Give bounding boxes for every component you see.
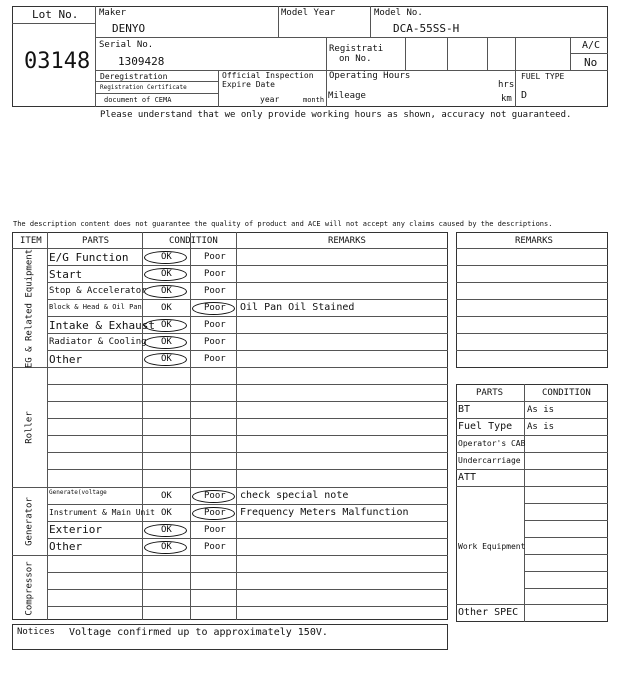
eg-part-0: E/G Function [49,251,129,264]
eg-part-5: Radiator & Cooling [49,337,147,347]
right-part-0: BT [458,404,471,415]
section-roller-label: Roller [24,411,35,444]
poor-label: Poor [204,491,226,501]
section-eg-label: EG & Related Equipment [24,248,35,369]
eg-part-2: Stop & Accelerator [49,286,147,296]
section-compressor-label: Compressor [24,561,35,616]
ok-label: OK [161,320,172,330]
col-condition-header: CONDITION [169,236,218,246]
poor-label: Poor [204,320,226,330]
fuel-type-label: FUEL TYPE [521,72,565,81]
eg-part-6: Other [49,353,83,366]
right-part-4: ATT [458,472,477,483]
gen-remark-1: Frequency Meters Malfunction [240,507,409,518]
maker-label: Maker [99,8,127,18]
right-condition-0: As is [527,405,555,415]
gen-part-2: Exterior [49,523,102,536]
eg-part-3: Block & Head & Oil Pan [49,303,142,311]
accuracy-note: Please understand that we only provide working hours as shown, accuracy not guaranteed. [100,110,572,120]
ok-label: OK [161,508,172,518]
lot-label: Lot No. [32,8,79,21]
poor-label: Poor [204,252,226,262]
eg-part-1: Start [49,268,83,281]
right-parts-header: PARTS [476,388,504,398]
ok-label: OK [161,303,172,313]
hrs-label: hrs [498,80,515,90]
right-condition-header: CONDITION [542,388,591,398]
operating-hours-label: Operating Hours [329,71,411,81]
deregistration-label: Deregistration [100,72,168,81]
ac-value: No [584,56,598,69]
serial-value: 1309428 [118,55,165,68]
other-spec-label: Other SPEC [458,607,519,618]
notices-label: Notices [17,627,55,637]
model-no-value: DCA-55SS-H [393,22,460,35]
registration-label-1: Registrati [329,44,384,54]
notices-text: Voltage confirmed up to approximately 150V. [69,627,328,638]
lot-number: 03148 [24,49,91,74]
year-label: year [260,95,280,104]
ok-label: OK [161,337,172,347]
ok-label: OK [161,354,172,364]
maker-value: DENYO [112,22,146,35]
gen-remark-0: check special note [240,490,349,501]
gen-part-1: Instrument & Main Unit [49,508,155,517]
mileage-label: Mileage [328,91,366,101]
ok-label: OK [161,491,172,501]
ok-label: OK [161,269,172,279]
model-no-label: Model No. [374,8,423,18]
model-year-label: Model Year [281,8,336,18]
poor-label: Poor [204,286,226,296]
ac-label: A/C [582,40,601,51]
fuel-type-value: D [521,90,528,101]
right-remarks-header: REMARKS [515,236,553,246]
serial-label: Serial No. [99,40,154,50]
km-label: km [501,94,512,104]
cema-label: document of CEMA [104,96,172,104]
poor-label: Poor [204,354,226,364]
ok-label: OK [161,525,172,535]
right-part-3: Undercarriage [458,456,521,465]
poor-label: Poor [204,525,226,535]
poor-label: Poor [204,303,226,313]
right-condition-1: As is [527,422,555,432]
inspection-label-1: Official Inspection [222,71,314,80]
col-parts-header: PARTS [82,236,110,246]
poor-label: Poor [204,337,226,347]
poor-label: Poor [204,508,226,518]
work-equipment-label: Work Equipment [458,542,526,551]
registration-certificate-label: Registration Certificate [100,84,187,91]
right-part-2: Operator's CAB [458,439,526,448]
right-part-1: Fuel Type [458,421,513,432]
col-item-header: ITEM [20,236,42,246]
ok-label: OK [161,542,172,552]
section-generator-label: Generator [24,497,35,546]
registration-label-2: on No. [339,54,372,64]
gen-part-3: Other [49,540,83,553]
poor-label: Poor [204,269,226,279]
ok-label: OK [161,252,172,262]
eg-part-4: Intake & Exhaust [49,319,155,332]
col-remarks-header: REMARKS [328,236,366,246]
ok-label: OK [161,286,172,296]
disclaimer: The description content does not guarantee the quality of product and ACE will not accept any claims caused by the descriptions. [13,220,553,228]
gen-part-0: Generate(voltage [49,489,107,496]
inspection-label-2: Expire Date [222,80,275,89]
eg-remark-3: Oil Pan Oil Stained [240,302,355,313]
poor-label: Poor [204,542,226,552]
month-label: month [303,96,325,104]
